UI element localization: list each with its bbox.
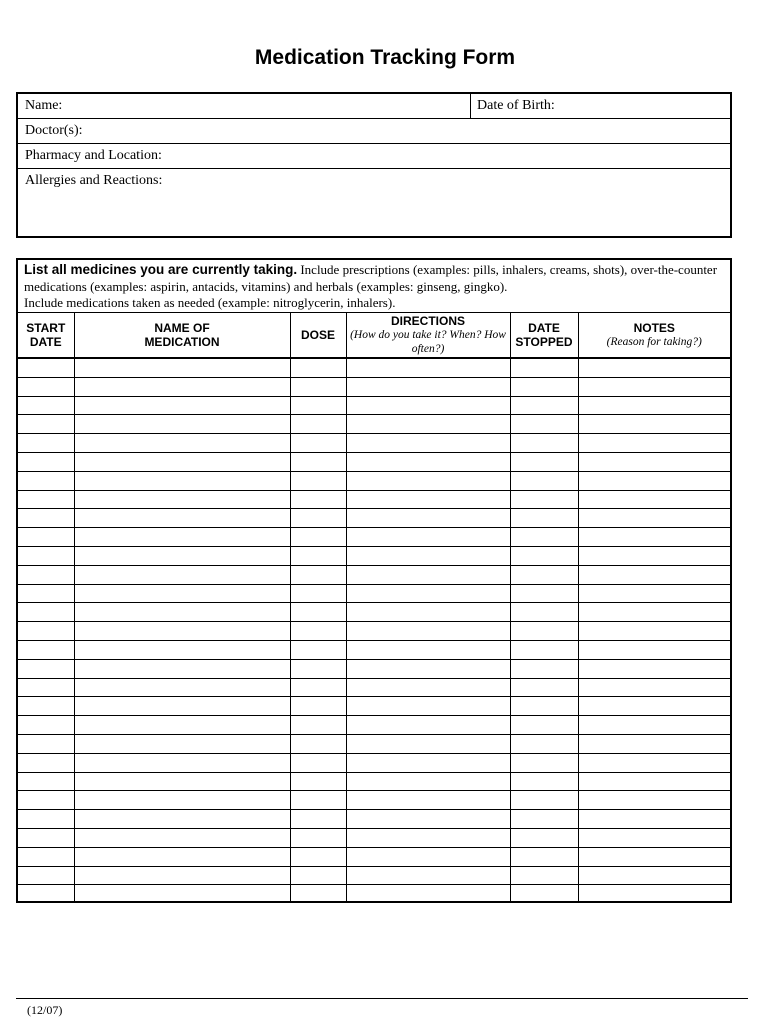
notes-cell[interactable]: [578, 697, 730, 716]
dose-cell[interactable]: [290, 622, 346, 641]
directions-cell[interactable]: [346, 434, 510, 453]
start-date-cell[interactable]: [18, 565, 74, 584]
date-stopped-header: DATE STOPPED: [510, 313, 578, 359]
dose-cell[interactable]: [290, 377, 346, 396]
table-row: [18, 640, 730, 659]
dose-cell[interactable]: [290, 471, 346, 490]
date-stopped-cell[interactable]: [510, 716, 578, 735]
dose-cell[interactable]: [290, 678, 346, 697]
directions-cell[interactable]: [346, 490, 510, 509]
medication-name-cell[interactable]: [74, 659, 290, 678]
date-stopped-cell[interactable]: [510, 509, 578, 528]
medication-name-cell[interactable]: [74, 866, 290, 885]
medication-name-cell[interactable]: [74, 734, 290, 753]
medication-name-cell[interactable]: [74, 885, 290, 903]
date-stopped-cell[interactable]: [510, 358, 578, 377]
notes-cell[interactable]: [578, 565, 730, 584]
directions-cell[interactable]: [346, 885, 510, 903]
notes-cell[interactable]: [578, 603, 730, 622]
start-date-cell[interactable]: [18, 358, 74, 377]
directions-cell[interactable]: [346, 603, 510, 622]
allergies-row: [18, 169, 730, 236]
notes-cell[interactable]: [578, 753, 730, 772]
start-date-cell[interactable]: [18, 885, 74, 903]
directions-cell[interactable]: [346, 509, 510, 528]
dose-cell[interactable]: [290, 828, 346, 847]
medication-name-cell[interactable]: [74, 358, 290, 377]
medication-name-cell[interactable]: [74, 828, 290, 847]
start-date-cell[interactable]: [18, 452, 74, 471]
instructions-line2: Include medications taken as needed (example: nitroglycerin, inhalers).: [24, 295, 396, 310]
medication-name-cell[interactable]: [74, 490, 290, 509]
notes-cell[interactable]: [578, 377, 730, 396]
notes-cell[interactable]: [578, 396, 730, 415]
instructions-line1: Include prescriptions (examples: pills, inhalers, creams, shots), over-the-counter medications (examples: aspirin, antacids, vitamins) and herbals (examples: ginseng, gingko).: [24, 262, 718, 294]
table-row: [18, 678, 730, 697]
date-stopped-cell[interactable]: [510, 622, 578, 641]
start-date-cell[interactable]: [18, 377, 74, 396]
table-row: [18, 565, 730, 584]
date-stopped-cell[interactable]: [510, 415, 578, 434]
medication-name-cell[interactable]: [74, 396, 290, 415]
directions-cell[interactable]: [346, 415, 510, 434]
table-row: [18, 358, 730, 377]
notes-cell[interactable]: [578, 810, 730, 829]
directions-cell[interactable]: [346, 791, 510, 810]
start-date-cell[interactable]: [18, 490, 74, 509]
date-stopped-cell[interactable]: [510, 828, 578, 847]
medication-name-cell[interactable]: [74, 622, 290, 641]
start-date-cell[interactable]: [18, 528, 74, 547]
dose-cell[interactable]: [290, 640, 346, 659]
date-stopped-cell[interactable]: [510, 810, 578, 829]
pharmacy-label: Pharmacy and Location:: [25, 148, 162, 163]
start-date-header: START DATE: [18, 313, 74, 359]
dose-cell[interactable]: [290, 866, 346, 885]
directions-cell[interactable]: [346, 622, 510, 641]
notes-cell[interactable]: [578, 358, 730, 377]
table-row: [18, 471, 730, 490]
table-row: [18, 697, 730, 716]
date-stopped-cell[interactable]: [510, 471, 578, 490]
directions-cell[interactable]: [346, 716, 510, 735]
start-date-cell[interactable]: [18, 716, 74, 735]
notes-cell[interactable]: [578, 678, 730, 697]
date-stopped-cell[interactable]: [510, 452, 578, 471]
date-stopped-cell[interactable]: [510, 885, 578, 903]
notes-cell[interactable]: [578, 659, 730, 678]
dose-cell[interactable]: [290, 358, 346, 377]
footer-divider: [16, 998, 748, 999]
table-row: [18, 584, 730, 603]
start-date-cell[interactable]: [18, 622, 74, 641]
table-row: [18, 847, 730, 866]
start-date-cell[interactable]: [18, 659, 74, 678]
medication-name-cell[interactable]: [74, 509, 290, 528]
directions-cell[interactable]: [346, 753, 510, 772]
medication-name-cell[interactable]: [74, 528, 290, 547]
date-stopped-cell[interactable]: [510, 678, 578, 697]
dose-cell[interactable]: [290, 603, 346, 622]
notes-cell[interactable]: [578, 772, 730, 791]
date-stopped-cell[interactable]: [510, 434, 578, 453]
start-date-cell[interactable]: [18, 734, 74, 753]
table-row: [18, 734, 730, 753]
table-row: [18, 603, 730, 622]
directions-header: DIRECTIONS (How do you take it? When? How often?): [346, 313, 510, 359]
start-date-cell[interactable]: [18, 678, 74, 697]
directions-cell[interactable]: [346, 810, 510, 829]
table-row: [18, 622, 730, 641]
start-date-cell[interactable]: [18, 546, 74, 565]
notes-cell[interactable]: [578, 622, 730, 641]
revision-date: (12/07): [27, 1003, 63, 1017]
dose-cell[interactable]: [290, 753, 346, 772]
start-date-cell[interactable]: [18, 847, 74, 866]
date-stopped-cell[interactable]: [510, 659, 578, 678]
date-stopped-cell[interactable]: [510, 603, 578, 622]
directions-cell[interactable]: [346, 697, 510, 716]
dose-cell[interactable]: [290, 528, 346, 547]
date-stopped-cell[interactable]: [510, 866, 578, 885]
notes-cell[interactable]: [578, 640, 730, 659]
notes-cell[interactable]: [578, 716, 730, 735]
instructions: [24, 262, 724, 312]
medication-name-cell[interactable]: [74, 584, 290, 603]
table-row: [18, 791, 730, 810]
dose-cell[interactable]: [290, 697, 346, 716]
notes-cell[interactable]: [578, 546, 730, 565]
medication-name-cell[interactable]: [74, 753, 290, 772]
date-stopped-cell[interactable]: [510, 584, 578, 603]
notes-cell[interactable]: [578, 734, 730, 753]
directions-cell[interactable]: [346, 452, 510, 471]
date-stopped-cell[interactable]: [510, 791, 578, 810]
directions-cell[interactable]: [346, 377, 510, 396]
date-stopped-cell[interactable]: [510, 847, 578, 866]
medication-name-cell[interactable]: [74, 772, 290, 791]
medication-name-cell[interactable]: [74, 471, 290, 490]
directions-cell[interactable]: [346, 528, 510, 547]
notes-cell[interactable]: [578, 847, 730, 866]
table-row: [18, 753, 730, 772]
dose-cell[interactable]: [290, 847, 346, 866]
name-row: [18, 94, 730, 119]
table-row: [18, 866, 730, 885]
dose-cell[interactable]: [290, 396, 346, 415]
start-date-cell[interactable]: [18, 810, 74, 829]
directions-cell[interactable]: [346, 471, 510, 490]
table-row: [18, 452, 730, 471]
date-stopped-cell[interactable]: [510, 753, 578, 772]
dose-cell[interactable]: [290, 584, 346, 603]
table-row: [18, 828, 730, 847]
table-row: [18, 546, 730, 565]
medication-name-cell[interactable]: [74, 452, 290, 471]
dose-cell[interactable]: [290, 452, 346, 471]
notes-cell[interactable]: [578, 509, 730, 528]
medication-name-cell[interactable]: [74, 434, 290, 453]
directions-cell[interactable]: [346, 640, 510, 659]
notes-cell[interactable]: [578, 885, 730, 903]
dose-cell[interactable]: [290, 546, 346, 565]
directions-cell[interactable]: [346, 772, 510, 791]
medication-name-cell[interactable]: [74, 565, 290, 584]
doctors-row: [18, 119, 730, 144]
notes-cell[interactable]: [578, 528, 730, 547]
medications-section: [16, 258, 732, 903]
dose-cell[interactable]: [290, 810, 346, 829]
start-date-cell[interactable]: [18, 828, 74, 847]
directions-cell[interactable]: [346, 828, 510, 847]
dose-cell[interactable]: [290, 509, 346, 528]
table-row: [18, 885, 730, 903]
dose-cell[interactable]: [290, 490, 346, 509]
allergies-label: Allergies and Reactions:: [25, 173, 163, 188]
dose-cell[interactable]: [290, 716, 346, 735]
directions-cell[interactable]: [346, 584, 510, 603]
start-date-cell[interactable]: [18, 772, 74, 791]
table-row: [18, 434, 730, 453]
notes-cell[interactable]: [578, 452, 730, 471]
table-row: [18, 415, 730, 434]
directions-cell[interactable]: [346, 866, 510, 885]
start-date-cell[interactable]: [18, 584, 74, 603]
table-row: [18, 509, 730, 528]
table-row: [18, 716, 730, 735]
dose-cell[interactable]: [290, 659, 346, 678]
table-row: [18, 528, 730, 547]
medication-name-header: NAME OF MEDICATION: [74, 313, 290, 359]
start-date-cell[interactable]: [18, 471, 74, 490]
doctors-label: Doctor(s):: [25, 123, 83, 138]
start-date-cell[interactable]: [18, 434, 74, 453]
dose-header: DOSE: [290, 313, 346, 359]
dose-cell[interactable]: [290, 734, 346, 753]
dob-divider: [470, 94, 471, 118]
directions-cell[interactable]: [346, 565, 510, 584]
dob-label: Date of Birth:: [477, 98, 555, 113]
medication-name-cell[interactable]: [74, 716, 290, 735]
notes-cell[interactable]: [578, 791, 730, 810]
table-row: [18, 810, 730, 829]
patient-info-section: [16, 92, 732, 238]
directions-cell[interactable]: [346, 678, 510, 697]
medication-name-cell[interactable]: [74, 415, 290, 434]
start-date-cell[interactable]: [18, 603, 74, 622]
medications-table: [18, 312, 730, 903]
medication-name-cell[interactable]: [74, 697, 290, 716]
directions-cell[interactable]: [346, 358, 510, 377]
table-row: [18, 396, 730, 415]
start-date-cell[interactable]: [18, 396, 74, 415]
start-date-cell[interactable]: [18, 866, 74, 885]
table-row: [18, 490, 730, 509]
date-stopped-cell[interactable]: [510, 528, 578, 547]
notes-cell[interactable]: [578, 828, 730, 847]
start-date-cell[interactable]: [18, 509, 74, 528]
table-row: [18, 377, 730, 396]
directions-cell[interactable]: [346, 396, 510, 415]
notes-cell[interactable]: [578, 490, 730, 509]
dose-cell[interactable]: [290, 434, 346, 453]
notes-cell[interactable]: [578, 866, 730, 885]
directions-cell[interactable]: [346, 546, 510, 565]
date-stopped-cell[interactable]: [510, 734, 578, 753]
dose-cell[interactable]: [290, 565, 346, 584]
start-date-cell[interactable]: [18, 697, 74, 716]
notes-header: NOTES (Reason for taking?): [578, 313, 730, 359]
dose-cell[interactable]: [290, 772, 346, 791]
directions-cell[interactable]: [346, 659, 510, 678]
notes-cell[interactable]: [578, 584, 730, 603]
date-stopped-cell[interactable]: [510, 377, 578, 396]
dose-cell[interactable]: [290, 885, 346, 903]
medication-name-cell[interactable]: [74, 678, 290, 697]
date-stopped-cell[interactable]: [510, 697, 578, 716]
form-title: Medication Tracking Form: [254, 46, 516, 69]
medication-name-cell[interactable]: [74, 640, 290, 659]
notes-cell[interactable]: [578, 434, 730, 453]
medication-name-cell[interactable]: [74, 847, 290, 866]
directions-cell[interactable]: [346, 734, 510, 753]
dose-cell[interactable]: [290, 791, 346, 810]
start-date-cell[interactable]: [18, 415, 74, 434]
medication-name-cell[interactable]: [74, 377, 290, 396]
table-row: [18, 772, 730, 791]
table-row: [18, 659, 730, 678]
date-stopped-cell[interactable]: [510, 546, 578, 565]
dose-cell[interactable]: [290, 415, 346, 434]
directions-cell[interactable]: [346, 847, 510, 866]
start-date-cell[interactable]: [18, 640, 74, 659]
name-label: Name:: [25, 98, 63, 113]
date-stopped-cell[interactable]: [510, 640, 578, 659]
pharmacy-row: [18, 144, 730, 169]
notes-cell[interactable]: [578, 471, 730, 490]
medication-name-cell[interactable]: [74, 791, 290, 810]
instructions-lead: List all medicines you are currently taking.: [24, 262, 298, 277]
medication-name-cell[interactable]: [74, 810, 290, 829]
date-stopped-cell[interactable]: [510, 772, 578, 791]
medication-name-cell[interactable]: [74, 603, 290, 622]
notes-cell[interactable]: [578, 415, 730, 434]
date-stopped-cell[interactable]: [510, 490, 578, 509]
date-stopped-cell[interactable]: [510, 396, 578, 415]
start-date-cell[interactable]: [18, 791, 74, 810]
start-date-cell[interactable]: [18, 753, 74, 772]
medication-name-cell[interactable]: [74, 546, 290, 565]
table-header-row: [18, 313, 730, 359]
date-stopped-cell[interactable]: [510, 565, 578, 584]
